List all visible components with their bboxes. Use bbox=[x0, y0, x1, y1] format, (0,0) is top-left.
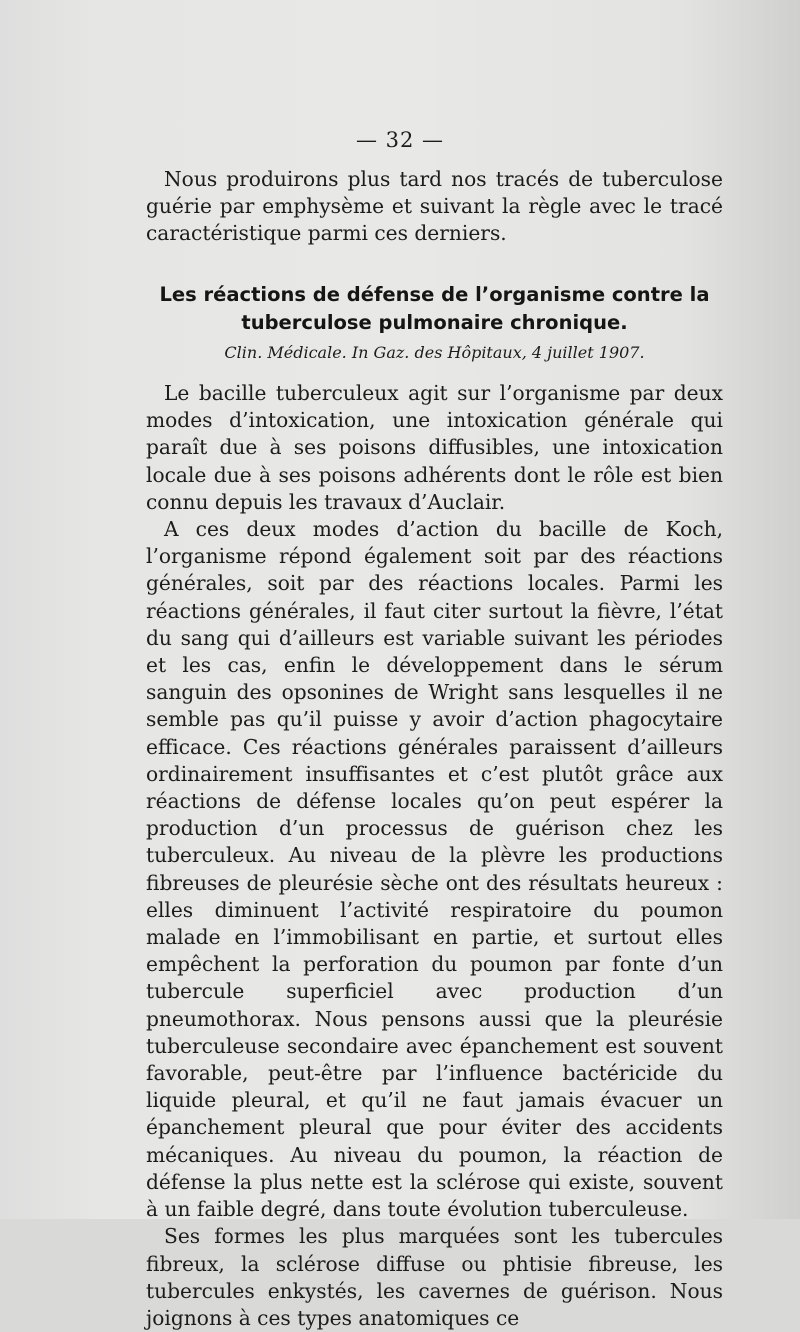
page-number: — 32 — bbox=[355, 128, 445, 152]
body-paragraph-3: Ses formes les plus marquées sont les tubercules fibreux, la sclérose diffuse ou phtisie fibreuse, les tubercules enkystés, les cavernes de guérison. Nous joignons à ces types anatomiques ce bbox=[146, 1224, 723, 1330]
intro-text bbox=[146, 166, 723, 248]
body-paragraph-1: Le bacille tuberculeux agit sur l’organisme par deux modes d’intoxication, une intoxication générale qui paraît due à ses poisons diffusibles, une intoxication locale due à ses poisons adhérents dont le rôle est bien connu depuis les travaux d’Auclair. bbox=[146, 381, 723, 514]
intro-paragraph: Nous produirons plus tard nos tracés de tuberculose guérie par emphysème et suivant la règle avec le tracé caractéristique parmi ces derniers. bbox=[146, 167, 723, 246]
body-paragraph-2: A ces deux modes d’action du bacille de Koch, l’organisme répond également soit par des réactions générales, soit par des réactions locales. Parmi les réactions générales, il faut citer surtout la fièvre, l’état du sang qui d’ailleurs est variable suivant les périodes et les cas, enfin le développement dans le sérum sanguin des opsonines de Wright sans lesquelles il ne semble pas qu’il puisse y avoir d’action phagocytaire efficace. Ces réactions générales paraissent d’ailleurs ordinairement insuffisantes et c’est plutôt grâce aux réactions de défense locales qu’on peut espérer la production d’un processus de guérison chez les tuberculeux. Au niveau de la plèvre les productions fibreuses de pleurésie sèche ont des résultats heureux : elles diminuent l’activité respiratoire du poumon malade en l’immobilisant en partie, et surtout elles empêchent la perforation du poumon par fonte d’un tubercule superficiel avec production d’un pneumothorax. Nous pensons aussi que la pleurésie tuberculeuse secondaire avec épanchement est souvent favorable, peut-être par l’influence bactéricide du liquide pleural, et qu’il ne faut jamais évacuer un épanchement pleural que pour éviter des accidents mécaniques. Au niveau du poumon, la réaction de défense la plus nette est la sclérose qui existe, souvent à un faible degré, dans toute évolution tuberculeuse. bbox=[146, 517, 723, 1222]
body-text bbox=[146, 380, 723, 1332]
section-citation: Clin. Médicale. In Gaz. des Hôpitaux, 4 juillet 1907. bbox=[224, 343, 645, 362]
section-title: Les réactions de défense de l’organisme contre la tuberculose pulmonaire chronique. bbox=[159, 283, 710, 334]
